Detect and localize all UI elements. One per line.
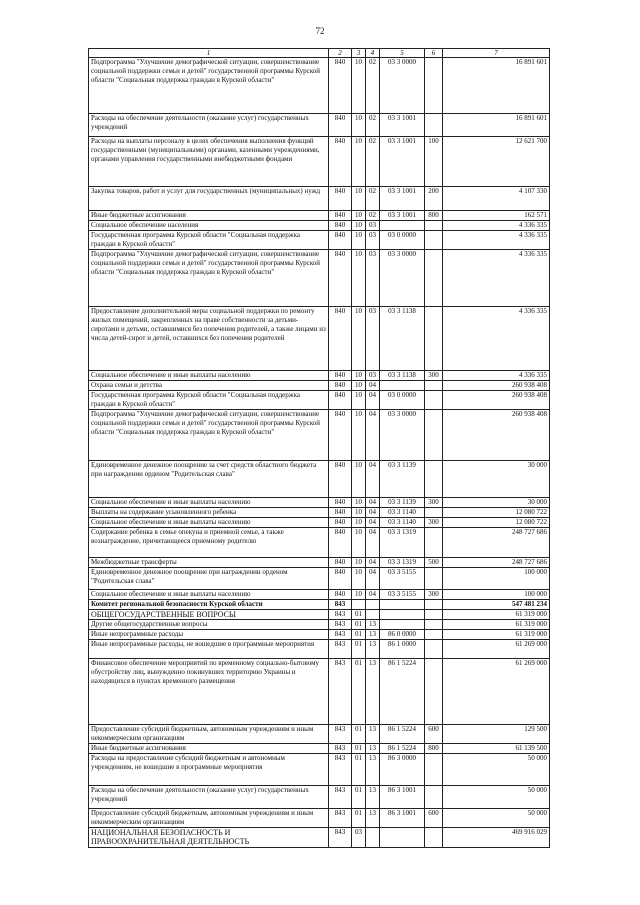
row-section-code: 10 (352, 558, 366, 568)
row-section-code: 10 (352, 568, 366, 590)
row-ministry-code: 840 (329, 568, 352, 590)
row-amount: 4 336 335 (443, 231, 550, 250)
row-name: Предоставление дополнительной меры социальной поддержки по ремонту жилых помещений, закрепленных на праве собственности за детьми-сиротами и детьми, оставшимися без попечения родителей, а также лицами из числа детей-сирот и детей, оставшихся без попечения родителей (89, 307, 329, 371)
table-row (89, 528, 550, 558)
row-expense-type-code: 800 (425, 744, 443, 754)
row-section-code: 10 (352, 221, 366, 231)
row-amount: 129 500 (443, 725, 550, 744)
row-ministry-code: 843 (329, 630, 352, 640)
row-expense-type-code (425, 381, 443, 391)
row-amount: 248 727 686 (443, 558, 550, 568)
row-expense-type-code: 500 (425, 558, 443, 568)
row-section-code: 10 (352, 410, 366, 461)
row-subsection-code: 04 (366, 590, 380, 600)
row-expense-type-code (425, 620, 443, 630)
row-subsection-code: 04 (366, 498, 380, 508)
table-row (89, 307, 550, 371)
row-target-article-code: 03 3 1139 (380, 498, 425, 508)
row-ministry-code: 843 (329, 600, 352, 610)
row-amount: 61 139 500 (443, 744, 550, 754)
row-name: Расходы на предоставление субсидий бюджетным и автономным учреждениям, не вошедшие в программные мероприятия (89, 754, 329, 786)
row-target-article-code (380, 381, 425, 391)
row-expense-type-code: 300 (425, 371, 443, 381)
row-target-article-code: 03 3 1140 (380, 518, 425, 528)
row-name: Иные бюджетные ассигнования (89, 211, 329, 221)
row-amount: 12 621 700 (443, 137, 550, 187)
row-subsection-code: 04 (366, 391, 380, 410)
row-expense-type-code (425, 828, 443, 848)
row-name: Социальное обеспечение и иные выплаты населению (89, 498, 329, 508)
row-name: Расходы на обеспечение деятельности (оказание услуг) государственных учреждений (89, 786, 329, 809)
row-ministry-code: 840 (329, 221, 352, 231)
row-name: НАЦИОНАЛЬНАЯ БЕЗОПАСНОСТЬ И ПРАВООХРАНИТЕЛЬНАЯ ДЕЯТЕЛЬНОСТЬ (89, 828, 329, 848)
row-subsection-code: 03 (366, 307, 380, 371)
column-header: 6 (425, 49, 443, 58)
row-subsection-code: 13 (366, 640, 380, 659)
row-amount: 50 000 (443, 754, 550, 786)
row-name: Комитет региональной безопасности Курской области (89, 600, 329, 610)
row-subsection-code (366, 828, 380, 848)
row-expense-type-code (425, 640, 443, 659)
row-target-article-code: 86 1 0000 (380, 640, 425, 659)
table-row (89, 250, 550, 307)
table-row (89, 137, 550, 187)
row-subsection-code (366, 600, 380, 610)
row-subsection-code: 02 (366, 187, 380, 211)
table-row (89, 498, 550, 508)
row-target-article-code: 03 3 1319 (380, 558, 425, 568)
table-row (89, 640, 550, 659)
row-subsection-code: 04 (366, 508, 380, 518)
table-row (89, 828, 550, 848)
row-name: Подпрограмма "Улучшение демографической ситуации, совершенствование социальной поддержки семьи и детей" государственной программы Курской области "Социальная поддержка граждан в Курской области" (89, 410, 329, 461)
row-subsection-code: 02 (366, 137, 380, 187)
row-target-article-code: 03 3 1001 (380, 114, 425, 137)
row-subsection-code (366, 610, 380, 620)
page-number: 72 (315, 26, 325, 36)
row-ministry-code: 840 (329, 518, 352, 528)
row-subsection-code: 04 (366, 528, 380, 558)
row-expense-type-code (425, 221, 443, 231)
row-amount: 4 336 335 (443, 221, 550, 231)
row-amount: 4 336 335 (443, 250, 550, 307)
row-target-article-code (380, 620, 425, 630)
table-row (89, 187, 550, 211)
row-ministry-code: 840 (329, 307, 352, 371)
row-amount: 61 319 000 (443, 620, 550, 630)
row-subsection-code: 03 (366, 221, 380, 231)
row-ministry-code: 843 (329, 786, 352, 809)
table-row (89, 114, 550, 137)
row-target-article-code: 03 3 1001 (380, 211, 425, 221)
row-ministry-code: 840 (329, 381, 352, 391)
row-expense-type-code: 300 (425, 590, 443, 600)
row-target-article-code (380, 221, 425, 231)
row-section-code: 10 (352, 498, 366, 508)
row-amount: 4 107 330 (443, 187, 550, 211)
row-ministry-code: 840 (329, 410, 352, 461)
row-name: Единовременное денежное поощрение при награждении орденом "Родительская слава" (89, 568, 329, 590)
row-name: Иные непрограммные расходы, не вошедшие в программные мероприятия (89, 640, 329, 659)
row-section-code: 10 (352, 137, 366, 187)
row-target-article-code: 03 3 1001 (380, 187, 425, 211)
row-subsection-code: 04 (366, 381, 380, 391)
row-ministry-code: 840 (329, 58, 352, 114)
row-name: Социальное обеспечение населения (89, 221, 329, 231)
row-amount: 12 080 722 (443, 508, 550, 518)
row-target-article-code: 86 1 5224 (380, 659, 425, 725)
row-name: Единовременное денежное поощрение за счет средств областного бюджета при награждении орденом "Родительская слава" (89, 461, 329, 498)
table-row (89, 518, 550, 528)
table-row (89, 558, 550, 568)
table-row (89, 221, 550, 231)
row-subsection-code: 02 (366, 58, 380, 114)
row-amount: 12 080 722 (443, 518, 550, 528)
row-ministry-code: 840 (329, 250, 352, 307)
row-section-code: 01 (352, 640, 366, 659)
table-row (89, 620, 550, 630)
row-ministry-code: 840 (329, 391, 352, 410)
row-amount: 61 319 000 (443, 630, 550, 640)
row-amount: 547 481 234 (443, 600, 550, 610)
row-target-article-code: 03 3 1139 (380, 461, 425, 498)
row-section-code: 10 (352, 590, 366, 600)
row-amount: 50 000 (443, 809, 550, 828)
row-name: Подпрограмма "Улучшение демографической ситуации, совершенствование социальной поддержки семьи и детей" государственной программы Курской области "Социальная поддержка граждан в Курской области" (89, 58, 329, 114)
row-expense-type-code (425, 461, 443, 498)
row-amount: 260 938 408 (443, 410, 550, 461)
row-ministry-code: 840 (329, 187, 352, 211)
row-expense-type-code (425, 508, 443, 518)
row-target-article-code (380, 828, 425, 848)
table-row (89, 600, 550, 610)
row-section-code: 01 (352, 630, 366, 640)
row-name: Содержание ребенка в семье опекуна и приемной семье, а также вознаграждение, причитающееся приемному родителю (89, 528, 329, 558)
row-ministry-code: 843 (329, 610, 352, 620)
row-expense-type-code (425, 630, 443, 640)
row-ministry-code: 840 (329, 590, 352, 600)
row-expense-type-code (425, 786, 443, 809)
row-expense-type-code: 600 (425, 725, 443, 744)
row-section-code: 10 (352, 461, 366, 498)
row-section-code: 01 (352, 786, 366, 809)
row-subsection-code: 04 (366, 568, 380, 590)
row-section-code: 10 (352, 371, 366, 381)
row-amount: 248 727 686 (443, 528, 550, 558)
column-header: 7 (443, 49, 550, 58)
row-subsection-code: 03 (366, 371, 380, 381)
row-section-code: 01 (352, 610, 366, 620)
column-header: 2 (329, 49, 352, 58)
row-expense-type-code (425, 600, 443, 610)
row-section-code: 10 (352, 231, 366, 250)
row-expense-type-code (425, 114, 443, 137)
row-section-code: 10 (352, 187, 366, 211)
table-header-row (89, 49, 550, 58)
row-section-code: 10 (352, 58, 366, 114)
row-name: Социальное обеспечение и иные выплаты населению (89, 590, 329, 600)
table-row (89, 568, 550, 590)
row-target-article-code: 86 0 0000 (380, 630, 425, 640)
row-ministry-code: 840 (329, 498, 352, 508)
row-expense-type-code: 600 (425, 809, 443, 828)
row-target-article-code (380, 600, 425, 610)
row-ministry-code: 843 (329, 809, 352, 828)
row-ministry-code: 840 (329, 461, 352, 498)
row-subsection-code: 13 (366, 630, 380, 640)
row-target-article-code: 86 1 5224 (380, 744, 425, 754)
table-row (89, 754, 550, 786)
row-name: Другие общегосударственные вопросы (89, 620, 329, 630)
table-row (89, 786, 550, 809)
row-name: Социальное обеспечение и иные выплаты населению (89, 371, 329, 381)
row-subsection-code: 04 (366, 518, 380, 528)
table-row (89, 725, 550, 744)
row-target-article-code: 03 0 0000 (380, 391, 425, 410)
row-target-article-code: 03 3 5155 (380, 568, 425, 590)
table-row (89, 461, 550, 498)
table-row (89, 809, 550, 828)
row-name: Выплаты на содержание усыновленного ребенка (89, 508, 329, 518)
row-subsection-code: 04 (366, 558, 380, 568)
row-amount: 100 000 (443, 568, 550, 590)
row-expense-type-code: 300 (425, 498, 443, 508)
row-subsection-code: 04 (366, 461, 380, 498)
row-section-code: 10 (352, 211, 366, 221)
row-subsection-code: 13 (366, 725, 380, 744)
row-target-article-code: 03 0 0000 (380, 231, 425, 250)
row-section-code: 10 (352, 307, 366, 371)
row-subsection-code: 04 (366, 410, 380, 461)
row-amount: 260 938 408 (443, 391, 550, 410)
row-target-article-code: 86 1 5224 (380, 725, 425, 744)
row-target-article-code: 03 3 1138 (380, 371, 425, 381)
table-row (89, 410, 550, 461)
row-subsection-code: 03 (366, 250, 380, 307)
row-amount: 469 916 029 (443, 828, 550, 848)
row-name: Иные бюджетные ассигнования (89, 744, 329, 754)
row-name: Иные непрограммные расходы (89, 630, 329, 640)
table-row (89, 630, 550, 640)
row-amount: 4 336 335 (443, 307, 550, 371)
row-section-code: 03 (352, 828, 366, 848)
row-amount: 100 000 (443, 590, 550, 600)
table-row (89, 610, 550, 620)
row-amount: 260 938 408 (443, 381, 550, 391)
row-expense-type-code (425, 568, 443, 590)
row-expense-type-code (425, 231, 443, 250)
row-section-code: 01 (352, 620, 366, 630)
table-row (89, 391, 550, 410)
row-amount: 61 319 000 (443, 610, 550, 620)
row-name: Государственная программа Курской области "Социальная поддержка граждан в Курской области" (89, 231, 329, 250)
table-row (89, 381, 550, 391)
row-section-code: 01 (352, 754, 366, 786)
row-target-article-code: 03 3 0000 (380, 410, 425, 461)
row-ministry-code: 843 (329, 744, 352, 754)
row-ministry-code: 840 (329, 371, 352, 381)
row-ministry-code: 840 (329, 211, 352, 221)
row-name: Государственная программа Курской области "Социальная поддержка граждан в Курской области" (89, 391, 329, 410)
column-header: 4 (366, 49, 380, 58)
row-ministry-code: 840 (329, 114, 352, 137)
row-expense-type-code (425, 754, 443, 786)
row-amount: 30 000 (443, 498, 550, 508)
row-section-code: 10 (352, 528, 366, 558)
row-section-code: 10 (352, 518, 366, 528)
row-subsection-code: 13 (366, 786, 380, 809)
row-subsection-code: 02 (366, 211, 380, 221)
row-name: ОБЩЕГОСУДАРСТВЕННЫЕ ВОПРОСЫ (89, 610, 329, 620)
row-expense-type-code (425, 410, 443, 461)
column-header: 3 (352, 49, 366, 58)
budget-table (88, 48, 550, 848)
row-section-code: 10 (352, 391, 366, 410)
row-ministry-code: 840 (329, 231, 352, 250)
row-section-code: 01 (352, 659, 366, 725)
row-target-article-code: 86 3 0000 (380, 754, 425, 786)
row-ministry-code: 843 (329, 725, 352, 744)
row-amount: 50 000 (443, 786, 550, 809)
row-amount: 61 269 000 (443, 659, 550, 725)
row-target-article-code: 03 3 1319 (380, 528, 425, 558)
row-expense-type-code (425, 659, 443, 725)
row-section-code: 01 (352, 809, 366, 828)
row-target-article-code: 03 3 1140 (380, 508, 425, 518)
row-subsection-code: 13 (366, 620, 380, 630)
row-expense-type-code (425, 528, 443, 558)
row-target-article-code: 03 3 0000 (380, 250, 425, 307)
row-section-code: 10 (352, 250, 366, 307)
row-ministry-code: 840 (329, 528, 352, 558)
row-subsection-code: 13 (366, 744, 380, 754)
row-name: Финансовое обеспечение мероприятий по временному социально-бытовому обустройству лиц, вынужденно покинувших территорию Украины и находящихся в пунктах временного размещения (89, 659, 329, 725)
table-row (89, 659, 550, 725)
row-expense-type-code (425, 58, 443, 114)
row-ministry-code: 840 (329, 558, 352, 568)
row-amount: 162 571 (443, 211, 550, 221)
row-expense-type-code (425, 610, 443, 620)
row-target-article-code (380, 610, 425, 620)
row-ministry-code: 840 (329, 508, 352, 518)
row-section-code: 10 (352, 381, 366, 391)
row-name: Подпрограмма "Улучшение демографической ситуации, совершенствование социальной поддержки семьи и детей" государственной программы Курской области "Социальная поддержка граждан в Курской области" (89, 250, 329, 307)
row-expense-type-code (425, 391, 443, 410)
table-row (89, 58, 550, 114)
row-amount: 61 269 000 (443, 640, 550, 659)
row-section-code: 10 (352, 508, 366, 518)
table-row (89, 231, 550, 250)
row-target-article-code: 03 3 0000 (380, 58, 425, 114)
row-subsection-code: 13 (366, 754, 380, 786)
row-subsection-code: 13 (366, 659, 380, 725)
row-amount: 4 336 335 (443, 371, 550, 381)
row-section-code (352, 600, 366, 610)
row-subsection-code: 13 (366, 809, 380, 828)
row-amount: 16 891 601 (443, 58, 550, 114)
row-name: Межбюджетные трансферты (89, 558, 329, 568)
row-name: Предоставление субсидий бюджетным, автономным учреждениям и иным некоммерческим организациям (89, 809, 329, 828)
row-amount: 16 891 601 (443, 114, 550, 137)
row-expense-type-code: 100 (425, 137, 443, 187)
row-target-article-code: 86 3 1001 (380, 786, 425, 809)
row-ministry-code: 843 (329, 659, 352, 725)
row-section-code: 01 (352, 725, 366, 744)
row-name: Расходы на обеспечение деятельности (оказание услуг) государственных учреждений (89, 114, 329, 137)
row-amount: 30 000 (443, 461, 550, 498)
row-section-code: 10 (352, 114, 366, 137)
row-ministry-code: 843 (329, 640, 352, 659)
row-name: Охрана семьи и детства (89, 381, 329, 391)
table-row (89, 211, 550, 221)
row-name: Предоставление субсидий бюджетным, автономным учреждениям и иным некоммерческим организациям (89, 725, 329, 744)
row-target-article-code: 03 3 1001 (380, 137, 425, 187)
row-section-code: 01 (352, 744, 366, 754)
row-expense-type-code (425, 250, 443, 307)
row-name: Социальное обеспечение и иные выплаты населению (89, 518, 329, 528)
row-target-article-code: 86 3 1001 (380, 809, 425, 828)
row-expense-type-code (425, 307, 443, 371)
table-row (89, 744, 550, 754)
row-subsection-code: 02 (366, 114, 380, 137)
row-name: Закупка товаров, работ и услуг для государственных (муниципальных) нужд (89, 187, 329, 211)
row-target-article-code: 03 3 5155 (380, 590, 425, 600)
column-header: 1 (89, 49, 329, 58)
table-row (89, 508, 550, 518)
table-row (89, 590, 550, 600)
row-expense-type-code: 300 (425, 518, 443, 528)
row-expense-type-code: 800 (425, 211, 443, 221)
row-target-article-code: 03 3 1138 (380, 307, 425, 371)
row-expense-type-code: 200 (425, 187, 443, 211)
table-row (89, 371, 550, 381)
column-header: 5 (380, 49, 425, 58)
row-subsection-code: 03 (366, 231, 380, 250)
row-name: Расходы на выплаты персоналу в целях обеспечения выполнения функций государственными (муниципальными) органами, казенными учреждениями, органами управления государственными внебюджетными фондами (89, 137, 329, 187)
row-ministry-code: 843 (329, 828, 352, 848)
row-ministry-code: 843 (329, 754, 352, 786)
row-ministry-code: 843 (329, 620, 352, 630)
row-ministry-code: 840 (329, 137, 352, 187)
